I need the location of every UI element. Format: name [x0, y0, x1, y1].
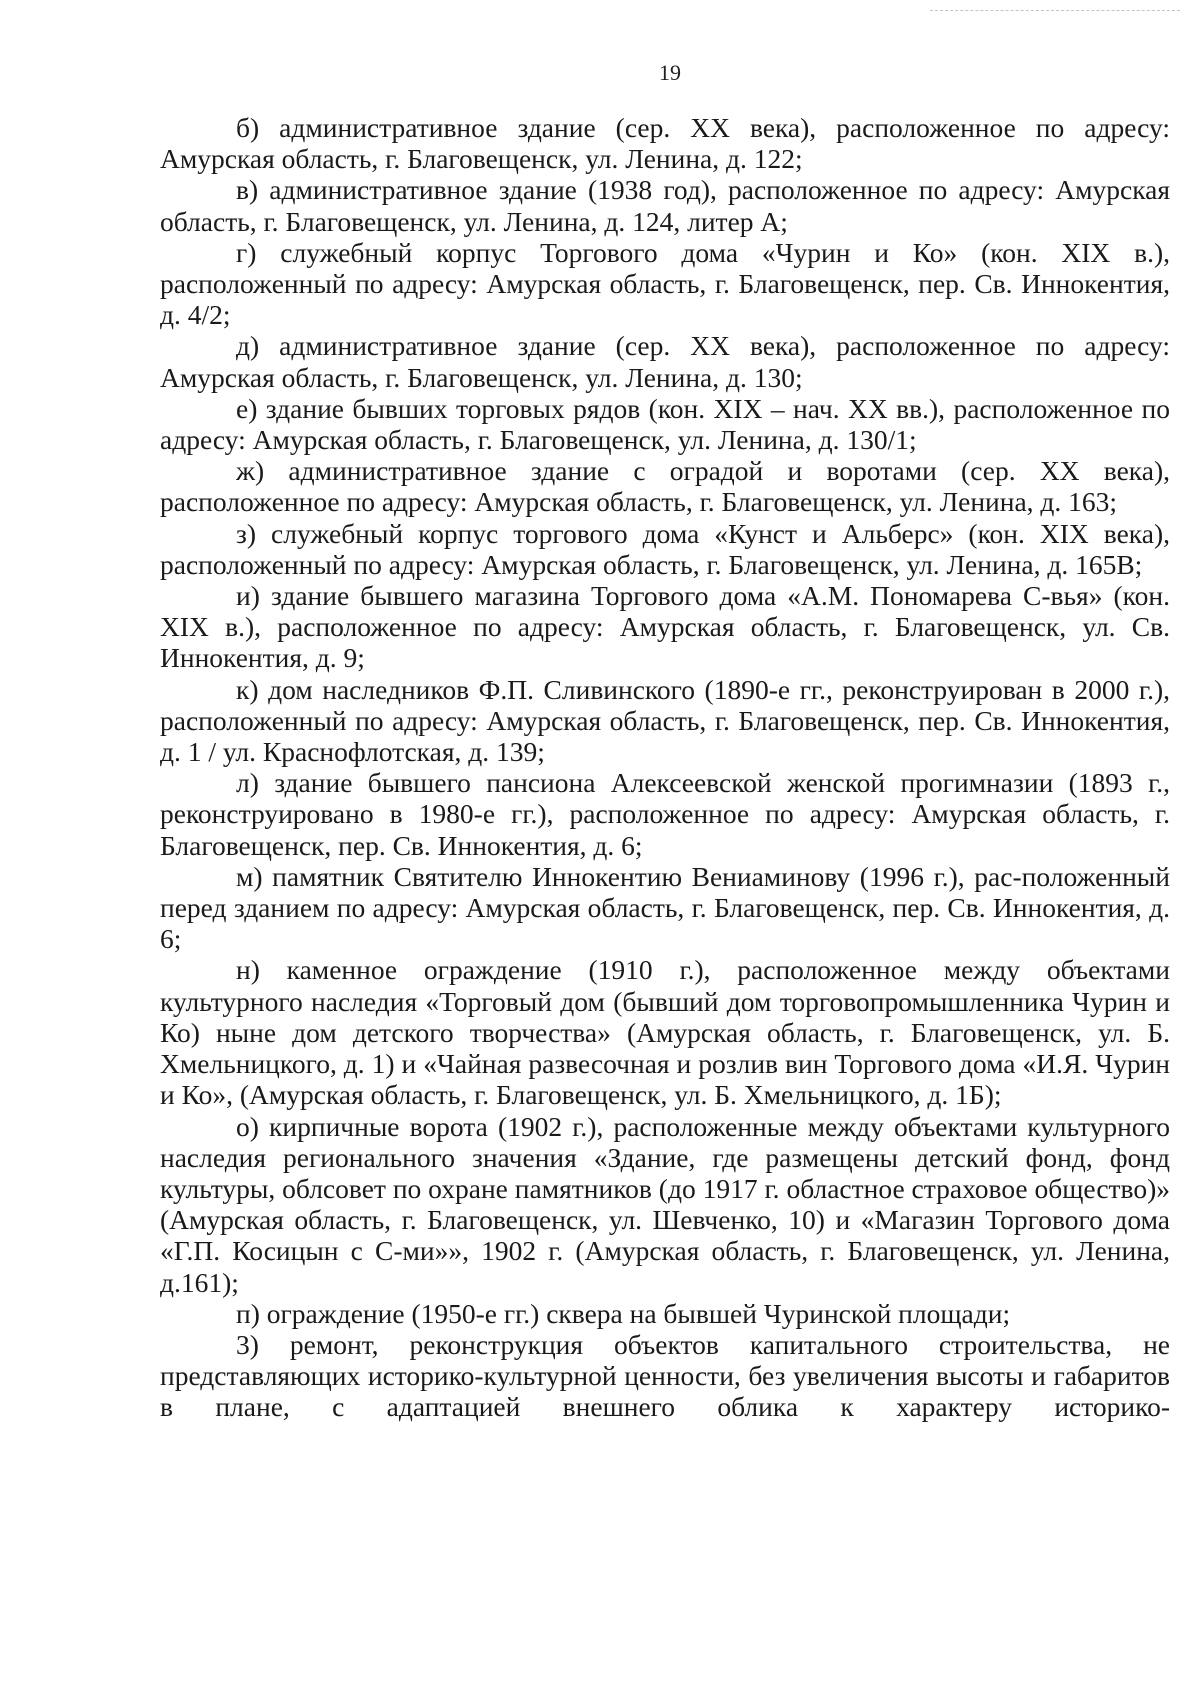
list-item-g: г) служебный корпус Торгового дома «Чурин и Ко» (кон. XIX в.), расположенный по адресу: Амурская область, г. Благовещенск, пер. Св. Иннокентия, д. 4/2;: [160, 236, 1170, 331]
list-item-z: з) служебный корпус торгового дома «Кунст и Альберс» (кон. XIX века), расположенный по адресу: Амурская область, г. Благовещенск, ул. Ленина, д. 165В;: [160, 517, 1170, 580]
list-item-e: е) здание бывших торговых рядов (кон. XIX – нач. XX вв.), расположенное по адресу: Амурская область, г. Благовещенск, ул. Ленина, д. 130/1;: [160, 392, 1170, 456]
list-item-m: м) памятник Святителю Иннокентию Вениаминову (1996 г.), рас-положенный перед зданием по адресу: Амурская область, г. Благовещенск, пер. Св. Иннокентия, д. 6;: [160, 860, 1170, 955]
list-item-o: о) кирпичные ворота (1902 г.), расположенные между объектами культурного наследия регионального значения «Здание, где размещены детский фонд, фонд культуры, облсовет по охране памятников (до 1917 г. областное страховое общество)» (Амурская область, г. Благовещенск, ул. Шевченко, 10) и «Магазин Торгового дома «Г.П. Косицын с С-ми»», 1902 г. (Амурская область, г. Благовещенск, ул. Ленина, д.161);: [160, 1110, 1170, 1298]
document-body: [160, 112, 1170, 1423]
list-item-i: и) здание бывшего магазина Торгового дома «А.М. Пономарева С-вья» (кон. XIX в.), расположенное по адресу: Амурская область, г. Благовещенск, ул. Св. Иннокентия, д. 9;: [160, 580, 1170, 674]
numbered-item-3: 3) ремонт, реконструкция объектов капитального строительства, не представляющих историко-культурной ценности, без увеличения высоты и габаритов в плане, с адаптацией внешнего облика к характеру историко-: [160, 1328, 1170, 1423]
list-item-d: д) административное здание (сер. XX века), расположенное по адресу: Амурская область, г. Благовещенск, ул. Ленина, д. 130;: [160, 330, 1170, 393]
scan-edge-mark: [930, 10, 1180, 11]
list-item-p: п) ограждение (1950-е гг.) сквера на бывшей Чуринской площади;: [236, 1297, 1011, 1329]
list-item-n: н) каменное ограждение (1910 г.), расположенное между объектами культурного наследия «Торговый дом (бывший дом торговопромышленника Чурин и Ко) ныне дом детского творчества» (Амурская область, г. Благовещенск, ул. Б. Хмельницкого, д. 1) и «Чайная развесочная и розлив вин Торгового дома «И.Я. Чурин и Ко», (Амурская область, г. Благовещенск, ул. Б. Хмельницкого, д. 1Б);: [160, 954, 1170, 1111]
list-item-l: л) здание бывшего пансиона Алексеевской женской прогимназии (1893 г., реконструировано в 1980-е гг.), расположенное по адресу: Амурская область, г. Благовещенск, пер. Св. Иннокентия, д. 6;: [160, 767, 1170, 861]
list-item-b: б) административное здание (сер. XX века), расположенное по адресу: Амурская область, г. Благовещенск, ул. Ленина, д. 122;: [160, 112, 1170, 175]
list-item-k: к) дом наследников Ф.П. Сливинского (1890-е гг., реконструирован в 2000 г.), расположенный по адресу: Амурская область, г. Благовещенск, пер. Св. Иннокентия, д. 1 / ул. Краснофлотская, д. 139;: [160, 673, 1170, 768]
page-number: 19: [659, 60, 681, 85]
list-item-zh: ж) административное здание с оградой и воротами (сер. XX века), расположенное по адресу: Амурская область, г. Благовещенск, ул. Ленина, д. 163;: [160, 455, 1170, 518]
list-item-v: в) административное здание (1938 год), расположенное по адресу: Амурская область, г. Благовещенск, ул. Ленина, д. 124, литер А;: [160, 174, 1170, 237]
